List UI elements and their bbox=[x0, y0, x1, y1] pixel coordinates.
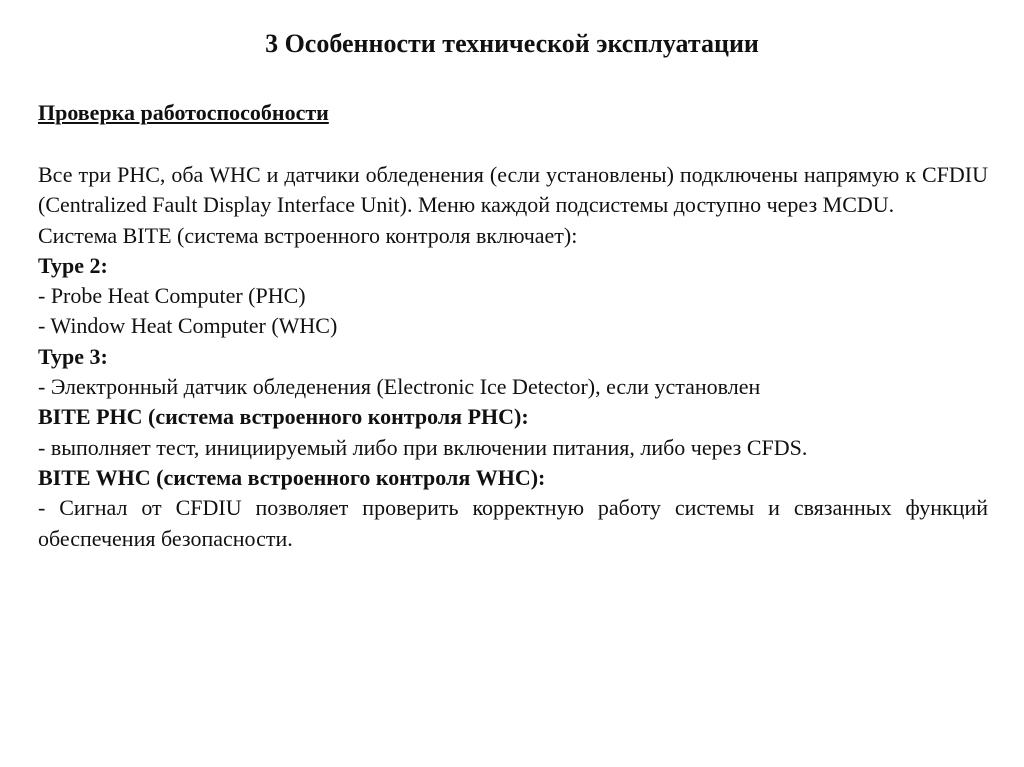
page-title: 3 Особенности технической эксплуатации bbox=[265, 29, 759, 58]
document-body bbox=[38, 160, 988, 554]
type2-item-whc: - Window Heat Computer (WHC) bbox=[38, 313, 338, 339]
type2-item-phc: - Probe Heat Computer (PHC) bbox=[38, 283, 306, 309]
intro-paragraph: Все три PHC, оба WHC и датчики обледенения (если установлены) подключены напрямую к CFDIU (Centralized Fault Display Interface Unit). Меню каждой подсистемы доступно через MCDU. bbox=[38, 162, 988, 218]
bite-intro-line: Система BITE (система встроенного контроля включает): bbox=[38, 222, 578, 248]
bite-phc-text: - выполняет тест, инициируемый либо при включении питания, либо через CFDS. bbox=[38, 434, 808, 460]
bite-phc-label: BITE PHC (система встроенного контроля PHC): bbox=[38, 404, 529, 430]
section-heading: Проверка работоспособности bbox=[38, 100, 329, 125]
bite-whc-label: BITE WHC (система встроенного контроля WHC): bbox=[38, 464, 546, 490]
bite-whc-text: - Сигнал от CFDIU позволяет проверить корректную работу системы и связанных функций обеспечения безопасности. bbox=[38, 495, 988, 551]
type2-label: Type 2: bbox=[38, 252, 108, 278]
type3-item-ice-detector: - Электронный датчик обледенения (Electronic Ice Detector), если установлен bbox=[38, 374, 761, 400]
type3-label: Type 3: bbox=[38, 343, 108, 369]
